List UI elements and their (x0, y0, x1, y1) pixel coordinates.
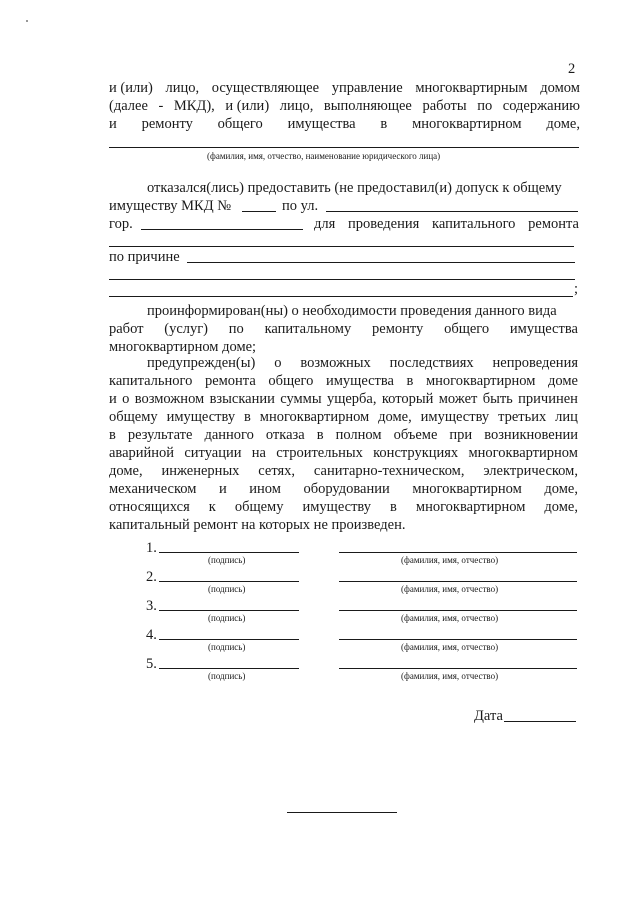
word: который (381, 391, 434, 407)
caption-fio-org: (фамилия, имя, отчество, наименование юридического лица) (207, 151, 441, 161)
signature-field-2[interactable] (159, 581, 299, 582)
city-field[interactable] (141, 229, 303, 230)
informed-line2 (109, 320, 578, 338)
word: по (477, 98, 493, 114)
word: непроведения (492, 355, 578, 371)
word: управление (331, 80, 403, 96)
footer-line (287, 812, 397, 813)
warned-line6 (109, 444, 578, 462)
word: предупрежден(ы) (147, 355, 256, 371)
mkd-number-field[interactable] (242, 211, 276, 212)
refused-line1: отказался(лись) предоставить (не предоставил(и) допуск к общему (147, 180, 562, 196)
semicolon: ; (574, 281, 579, 297)
word: многоквартирном (415, 499, 526, 515)
full-name-field-4[interactable] (339, 639, 577, 640)
reason-field[interactable] (187, 262, 575, 263)
word: при (449, 427, 473, 443)
word: может (438, 391, 478, 407)
word: имущества (287, 116, 356, 132)
refused-street-label: по ул. (282, 198, 319, 214)
word: аварийной (109, 445, 175, 461)
org-name-line (109, 147, 579, 148)
signature-caption-5: (подпись) (208, 671, 246, 681)
warned-line3 (109, 390, 578, 408)
word: возникновении (484, 427, 578, 443)
word: для (314, 216, 336, 232)
word: многоквартирном (425, 373, 536, 389)
word: оборудовании (303, 481, 390, 497)
word: относящихся (109, 499, 190, 515)
full-name-caption-2: (фамилия, имя, отчество) (401, 584, 499, 594)
word: последствиях (389, 355, 474, 371)
signature-field-1[interactable] (159, 552, 299, 553)
word: - (158, 98, 164, 114)
informed-line3: многоквартирном доме; (109, 339, 257, 355)
word: по (228, 321, 244, 337)
signature-number-1: 1. (146, 540, 157, 556)
word: возможных (300, 355, 371, 371)
word: домом (540, 80, 580, 96)
word: работы (422, 98, 467, 114)
signature-field-4[interactable] (159, 639, 299, 640)
word: к (208, 499, 216, 515)
signature-number-3: 3. (146, 598, 157, 614)
word: (услуг) (164, 321, 209, 337)
word: отказа (265, 427, 305, 443)
word: ином (249, 481, 281, 497)
word: (далее (109, 98, 148, 114)
word: полном (335, 427, 382, 443)
word: ремонту (141, 116, 193, 132)
warned-line5 (109, 426, 578, 444)
signature-number-2: 2. (146, 569, 157, 585)
word: капитального (109, 373, 193, 389)
word: на (251, 445, 266, 461)
word: взыскании (209, 391, 275, 407)
word: ситуации (184, 445, 242, 461)
scan-speck (26, 20, 28, 22)
warned-line8 (109, 480, 578, 498)
word: общего (444, 321, 490, 337)
word: третьих (498, 409, 547, 425)
word: санитарно-техническом, (313, 463, 465, 479)
word: электрическом, (483, 463, 578, 479)
word: капитальному (264, 321, 352, 337)
word: объеме (393, 427, 438, 443)
word: МКД), (173, 98, 215, 114)
informed-line1: проинформирован(ны) о необходимости проведения данного вида (147, 303, 557, 319)
date-label: Дата (474, 708, 503, 724)
full-name-caption-4: (фамилия, имя, отчество) (401, 642, 499, 652)
word: и (218, 481, 227, 497)
word: конструкциях (373, 445, 459, 461)
word: о (122, 391, 130, 407)
word: работ (109, 321, 144, 337)
full-name-field-5[interactable] (339, 668, 577, 669)
word: ремонту (372, 321, 424, 337)
word: и (109, 391, 117, 407)
full-name-field-3[interactable] (339, 610, 577, 611)
full-name-field-2[interactable] (339, 581, 577, 582)
para1-line2 (109, 97, 580, 115)
word: и (или) (109, 80, 153, 96)
signature-number-4: 4. (146, 627, 157, 643)
full-name-caption-5: (фамилия, имя, отчество) (401, 671, 499, 681)
word: в (316, 427, 324, 443)
signature-number-5: 5. (146, 656, 157, 672)
warned-line7 (109, 462, 578, 480)
word: многоквартирном (412, 481, 522, 497)
word: доме, (546, 116, 580, 132)
word: суммы (280, 391, 322, 407)
word: возможном (134, 391, 205, 407)
warned-line10: капитальный ремонт на которых не произведен. (109, 517, 406, 533)
word: лицо, (279, 98, 314, 114)
word: многоквартирном (412, 116, 522, 132)
word: и (109, 116, 117, 132)
word: механическом (109, 481, 197, 497)
word: многоквартирным (415, 80, 528, 96)
word: проведения (348, 216, 420, 232)
word: капитального (432, 216, 516, 232)
word: доме, (378, 409, 412, 425)
word: общего (268, 373, 314, 389)
refused-mkd-label: имуществу МКД № (109, 198, 232, 214)
word: содержанию (502, 98, 580, 114)
signature-field-5[interactable] (159, 668, 299, 669)
word: доме, (109, 463, 143, 479)
word: имуществу (166, 409, 236, 425)
street-field[interactable] (326, 211, 578, 212)
word: общему (109, 409, 158, 425)
word: выполняющее (323, 98, 412, 114)
word: осуществляющее (211, 80, 320, 96)
word: многоквартирном (259, 409, 370, 425)
word: результате (127, 427, 193, 443)
word: доме, (544, 481, 578, 497)
para1-line3 (109, 115, 580, 133)
word: имуществу (420, 409, 490, 425)
word: доме (548, 373, 578, 389)
word: в (390, 499, 397, 515)
word: общего (217, 116, 263, 132)
signature-field-3[interactable] (159, 610, 299, 611)
signature-caption-1: (подпись) (208, 555, 246, 565)
word: в (406, 373, 414, 389)
para1-line1 (109, 79, 580, 97)
word: имуществу (302, 499, 372, 515)
word: многоквартирном (468, 445, 578, 461)
word: доме, (544, 499, 578, 515)
word: имущества (325, 373, 394, 389)
word: данного (204, 427, 254, 443)
full-name-field-1[interactable] (339, 552, 577, 553)
word: ущерба, (326, 391, 377, 407)
reason-label: по причине (109, 249, 180, 265)
page-number: 2 (568, 61, 576, 77)
word: в (244, 409, 251, 425)
word: инженерных (161, 463, 240, 479)
reason-line-3[interactable] (109, 296, 573, 297)
warned-line2 (109, 372, 578, 390)
word: ремонта (528, 216, 579, 232)
warned-line4 (109, 408, 578, 426)
signature-caption-4: (подпись) (208, 642, 246, 652)
word: о (274, 355, 282, 371)
refused-city-label: гор. (109, 216, 133, 232)
full-name-caption-1: (фамилия, имя, отчество) (401, 555, 499, 565)
signature-caption-3: (подпись) (208, 613, 246, 623)
word: ремонта (204, 373, 256, 389)
word: в (380, 116, 388, 132)
date-field[interactable] (504, 721, 576, 722)
word: сетях, (258, 463, 296, 479)
word: строительных (276, 445, 363, 461)
word: общему (234, 499, 284, 515)
reason-line-2[interactable] (109, 279, 575, 280)
word: лиц (555, 409, 578, 425)
word: быть (482, 391, 513, 407)
warned-line1 (147, 354, 578, 372)
refused-line3-tail (314, 215, 579, 233)
word: и (или) (225, 98, 270, 114)
full-name-caption-3: (фамилия, имя, отчество) (401, 613, 499, 623)
word: имущества (509, 321, 578, 337)
blank-line-1[interactable] (109, 246, 574, 247)
word: причинен (518, 391, 578, 407)
word: в (109, 427, 116, 443)
signature-caption-2: (подпись) (208, 584, 246, 594)
word: лицо, (165, 80, 200, 96)
warned-line9 (109, 498, 578, 516)
